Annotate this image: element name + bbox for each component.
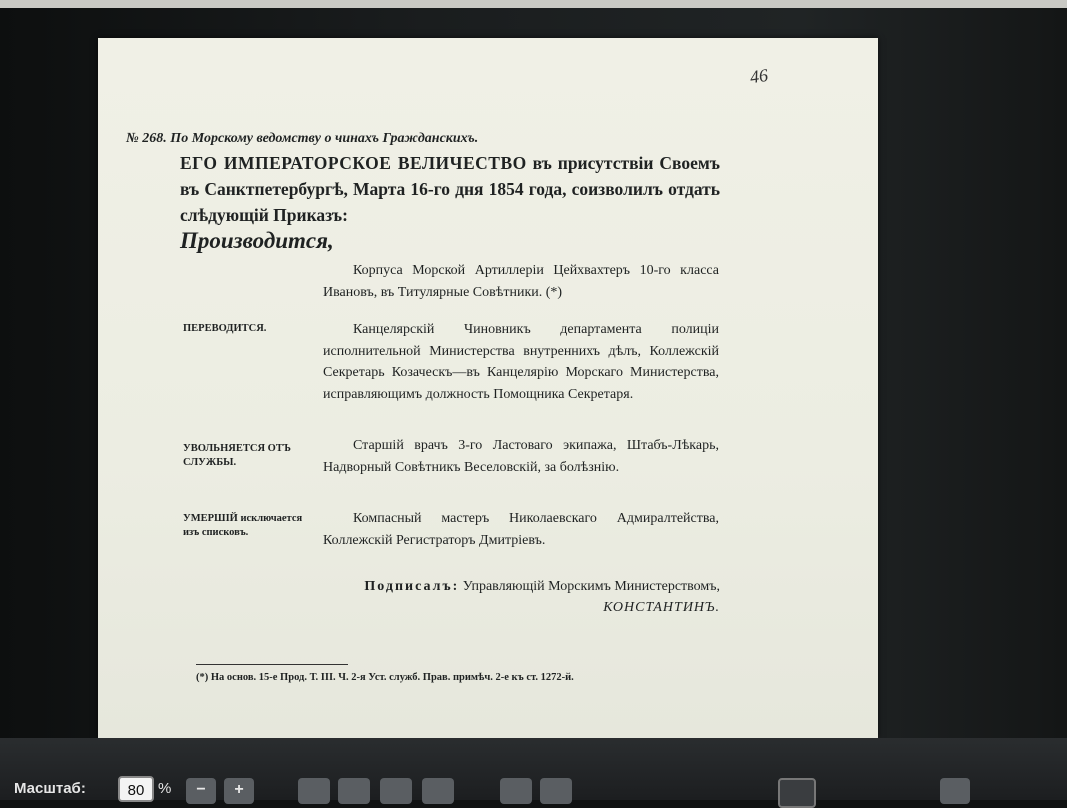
last-page-button[interactable] [422,778,454,804]
signed-label: Подписалъ: [364,579,460,594]
rotate-right-button[interactable] [540,778,572,804]
viewer-toolbar [0,738,1067,800]
top-strip [0,0,1067,8]
intro-caps: ЕГО ИМПЕРАТОРСКОЕ ВЕЛИЧЕСТВО [180,153,527,173]
first-page-button[interactable] [298,778,330,804]
side-note: УМЕРШІЙ исключается изъ списковъ. [183,513,303,538]
signature-block [268,576,720,618]
entry-paragraph: Корпуса Морской Артиллеріи Цейхвахтеръ 10-го класса Ивановъ, въ Титулярные Совѣтники. (*) [323,263,719,300]
previous-page-button[interactable] [338,778,370,804]
entry-paragraph: Компасный мастеръ Николаевскаго Адмиралтейства, Коллежскій Регистраторъ Дмитріевъ. [323,511,719,548]
signed-name: КОНСТАНТИНЪ. [603,600,720,615]
handwritten-number: 46 [748,64,770,88]
section-heading: Производится, [180,228,334,253]
signed-text: Управляющій Морскимъ Министерствомъ, [462,579,720,594]
zoom-out-button[interactable]: − [186,778,216,804]
intro-rest: въ присутствіи Своемъ въ Санктпетербургѣ, Марта 16-го дня 1854 года, соизволилъ отдать слѣдующій Приказъ: [180,153,720,225]
page-content [98,38,898,738]
footnote-rule [196,664,348,665]
fit-page-button[interactable] [940,778,970,804]
next-page-button[interactable] [380,778,412,804]
rotate-left-button[interactable] [500,778,532,804]
footnote: (*) На основ. 15-е Прод. Т. III. Ч. 2-я Уст. служб. Прав. примѣч. 2-е къ ст. 1272-й. [196,672,574,683]
side-note: УВОЛЬНЯЕТСЯ ОТЪ СЛУЖБЫ. [183,443,291,468]
zoom-unit: % [158,780,172,797]
zoom-label: Масштаб: [14,780,86,797]
scanned-page [98,38,878,738]
entry-paragraph: Канцелярскій Чиновникъ департамента полиціи исполнительной Министерства внутреннихъ дѣлъ, Коллежскій Секретарь Козаческъ—въ Канцелярію Морскаго Министерства, исправляющимъ должность Помощника Секретаря. [323,322,719,402]
document-header: № 268. По Морскому ведомству о чинахъ Гражданскихъ. [126,131,479,146]
intro-paragraph [180,150,720,228]
page-number-input[interactable] [778,778,816,808]
side-note: ПЕРЕВОДИТСЯ. [183,323,267,334]
zoom-input[interactable]: 80 [118,776,154,802]
entry-paragraph: Старшій врачъ 3-го Ластоваго экипажа, Штабъ-Лѣкарь, Надворный Совѣтникъ Веселовскій, за болѣзнію. [323,438,719,475]
zoom-in-button[interactable]: + [224,778,254,804]
